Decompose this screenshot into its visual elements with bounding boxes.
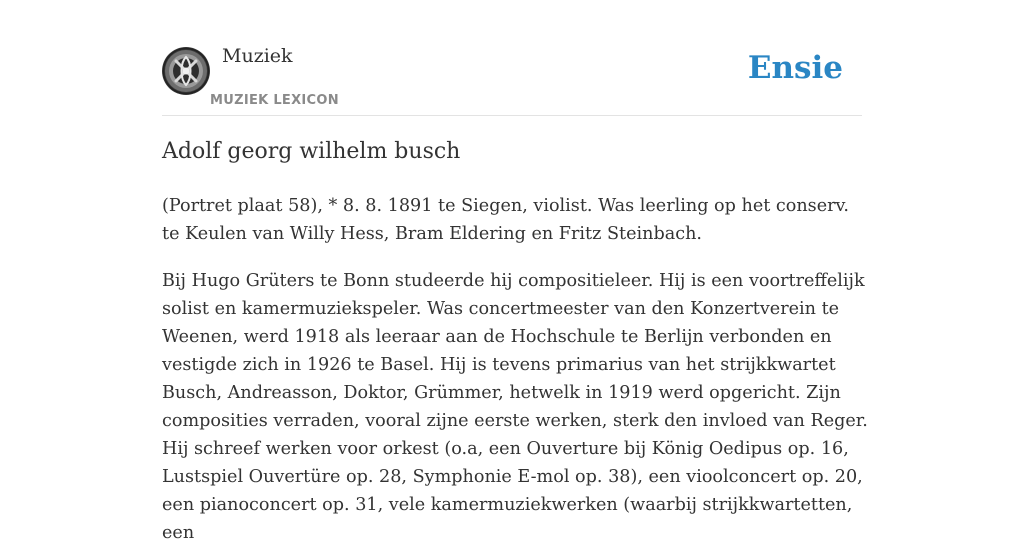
- article-paragraph-1: (Portret plaat 58), * 8. 8. 1891 te Siegen, violist. Was leerling op het conserv. te Keulen van Willy Hess, Bram Eldering en Fritz Steinbach.: [162, 196, 849, 244]
- music-emblem-icon[interactable]: [162, 47, 210, 95]
- article-title: Adolf georg wilhelm busch: [162, 139, 461, 164]
- brand-logo[interactable]: Ensie: [747, 50, 843, 86]
- article-paragraph-2: Bij Hugo Grüters te Bonn studeerde hij compositieleer. Hij is een voortreffelijk solist en kamermuziekspeler. Was concertmeester van den Konzertverein te Weenen, werd 1918 als leeraar aan de Hochschule te Berlijn verbonden en vestigde zich in 1926 te Basel. Hij is tevens primarius van het strijkkwartet Busch, Andreasson, Doktor, Grümmer, hetwelk in 1919 werd opgericht. Zijn composities verraden, vooral zijne eerste werken, sterk den invloed van Reger. Hij schreef werken voor orkest (o.a, een Ouverture bij König Oedipus op. 16, Lustspiel Ouvertüre op. 28, Symphonie E-mol op. 38), een vioolconcert op. 20, een pianoconcert op. 31, vele kamermuziekwerken (waarbij strijkkwartetten, een: [162, 271, 868, 543]
- source-header: [162, 0, 862, 116]
- source-subtitle: MUZIEK LEXICON: [210, 93, 339, 108]
- source-name[interactable]: Muziek: [222, 45, 293, 67]
